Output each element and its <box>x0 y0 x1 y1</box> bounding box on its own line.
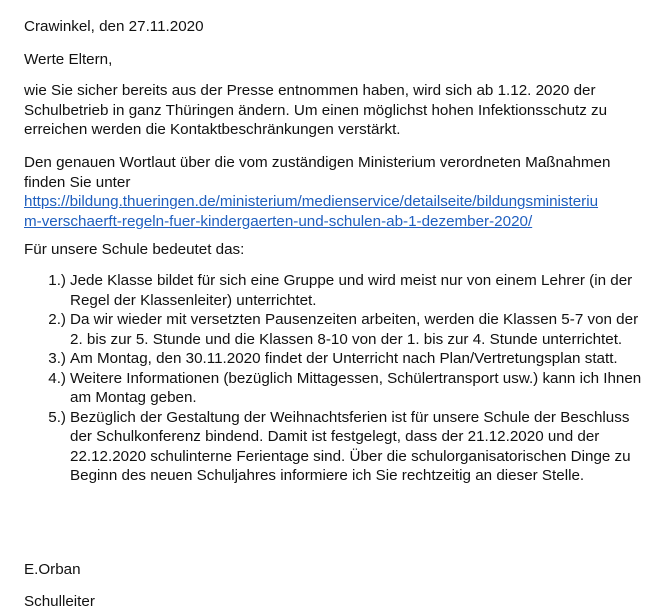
salutation: Werte Eltern, <box>24 51 113 68</box>
list-item-number: 5.) <box>48 408 66 426</box>
list-item-text: Weitere Informationen (bezüglich Mittagessen, Schülertransport usw.) kann ich Ihnen am Montag geben. <box>70 369 642 406</box>
list-item-text: Bezüglich der Gestaltung der Weihnachtsferien ist für unsere Schule der Beschluss der Schulkonferenz bindend. Damit ist festgelegt, dass der 21.12.2020 und der 22.12.2020 schulinterne Ferientage sind. Über die schulorganisatorischen Dinge zu Beginn des neuen Schuljahres informiere ich Sie rechtzeitig an dieser Stelle. <box>70 408 631 484</box>
ministry-link[interactable] <box>24 192 654 231</box>
list-item-text: Jede Klasse bildet für sich eine Gruppe und wird meist nur von einem Lehrer (in der Regel der Klassenleiter) unterrichtet. <box>70 272 633 309</box>
ministry-link-line1: https://bildung.thueringen.de/ministerium/medienservice/detailseite/bildungsministeriu <box>24 193 599 210</box>
list-item <box>24 271 654 310</box>
paragraph-wortlaut-text: Den genauen Wortlaut über die vom zuständigen Ministerium verordneten Maßnahmen finden Sie unter <box>24 154 611 191</box>
measures-list <box>24 271 654 486</box>
list-item <box>24 369 654 408</box>
list-item-text: Da wir wieder mit versetzten Pausenzeiten arbeiten, werden die Klassen 5-7 von der 2. bis zur 5. Stunde und die Klassen 8-10 von der 1. bis zur 4. Stunde unterrichtet. <box>70 311 639 348</box>
paragraph-wortlaut <box>24 153 654 231</box>
signature-name: E.Orban <box>24 561 81 578</box>
list-item-number: 4.) <box>48 369 66 387</box>
signature-title: Schulleiter <box>24 593 95 610</box>
list-item <box>24 408 654 486</box>
list-item-number: 2.) <box>48 311 66 328</box>
list-item <box>24 310 654 349</box>
ministry-link-line2: m-verschaerft-regeln-fuer-kindergaerten-und-schulen-ab-1-dezember-2020/ <box>24 212 533 230</box>
list-item-number: 1.) <box>48 272 66 289</box>
list-item-number: 3.) <box>48 350 66 367</box>
paragraph-schulbetrieb: wie Sie sicher bereits aus der Presse entnommen haben, wird sich ab 1.12. 2020 der Schulbetrieb in ganz Thüringen ändern. Um einen möglichst hohen Infektionsschutz zu erreichen werden die Kontaktbeschränkungen verstärkt. <box>24 82 608 138</box>
list-item <box>24 349 654 369</box>
list-item-text: Am Montag, den 30.11.2020 findet der Unterricht nach Plan/Vertretungsplan statt. <box>70 350 618 367</box>
place-date: Crawinkel, den 27.11.2020 <box>24 18 204 35</box>
list-intro: Für unsere Schule bedeutet das: <box>24 241 245 258</box>
